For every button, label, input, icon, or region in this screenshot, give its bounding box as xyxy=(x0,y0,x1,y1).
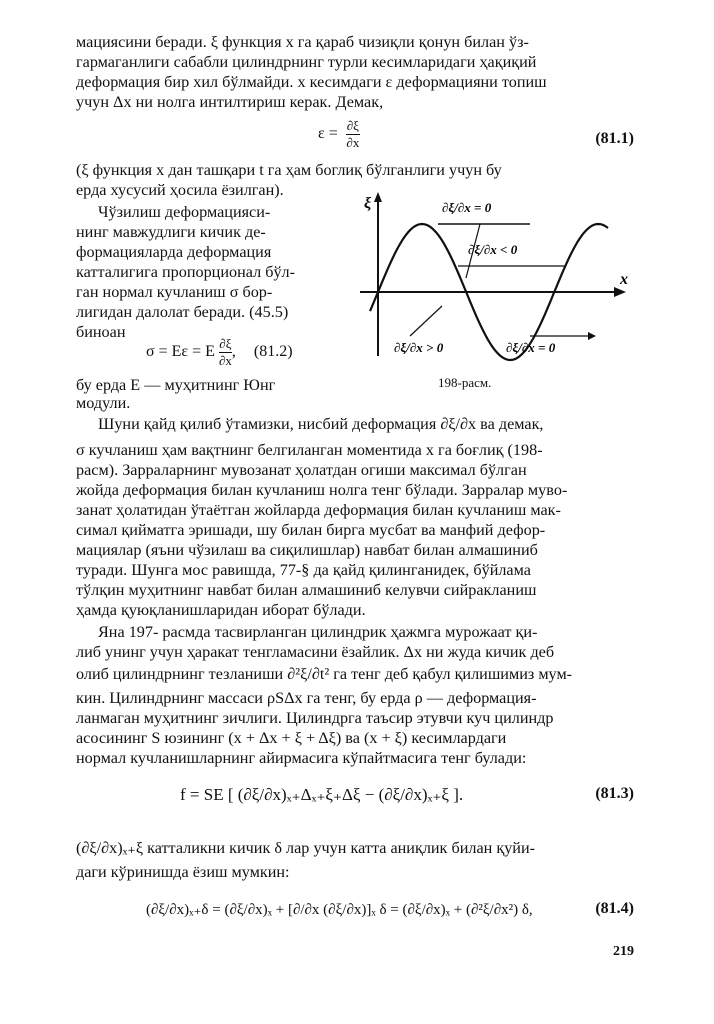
equation-81-2: σ = Eε = E $\frac{\partial\xi}{\partial x}$ , (81.2) xyxy=(146,336,293,368)
axis-y-label: ξ xyxy=(364,195,372,212)
label-top: ∂ξ/∂x = 0 xyxy=(442,200,492,215)
text-line: даги кўринишда ёзиш мумкин: xyxy=(76,863,290,881)
label-bottom-right: ∂ξ/∂x = 0 xyxy=(506,340,556,355)
text-line: бинoан xyxy=(76,323,126,341)
text-line: мациясини беради. ξ функция x га қараб чизиқли қонун билан ўз- xyxy=(76,33,529,51)
text-line: нормал кучланишларнинг айирмасига кўпайтмасига тенг булади: xyxy=(76,749,527,767)
text-line: деформация бир хил бўлмайди. x кесимдаги ε деформацияни топиш xyxy=(76,73,547,91)
equation-number: (81.4) xyxy=(595,900,634,917)
text-line: Чўзилиш деформацияси- xyxy=(98,203,271,221)
wave-figure xyxy=(350,186,640,371)
text-line: ҳамда қуюқланишларидан иборат бўлади. xyxy=(76,601,366,619)
leader-line xyxy=(410,306,442,336)
text-line: либ унинг учун ҳаракат тенгламасини ёзайлик. Δx ни жуда кичик деб xyxy=(76,643,555,661)
equation-number: (81.1) xyxy=(595,130,634,147)
text-line: ланмаган муҳитнинг зичлиги. Цилиндрга таъсир этувчи куч цилиндр xyxy=(76,709,554,727)
text-line: кин. Цилиндрнинг массаси ρSΔx га тенг, бу ерда ρ — деформация- xyxy=(76,689,537,707)
label-bottom-left: ∂ξ/∂x > 0 xyxy=(394,340,444,355)
text-line: ерда хусусий ҳосила ёзилган). xyxy=(76,181,284,199)
text-line: туради. Шунга мос равишда, 77-§ да қайд қилинганидек, бўйлама xyxy=(76,561,531,579)
axis-x-label: x xyxy=(620,271,628,288)
text-line: бу ерда E — муҳитнинг Юнг xyxy=(76,376,276,394)
text-line: тўлқин муҳитнинг навбат билан алмашиниб келувчи сийракланиш xyxy=(76,581,537,599)
text-line: ган нормал кучланиш σ бор- xyxy=(76,283,273,301)
text-line: расм). Зарраларнинг мувозанат ҳолатдан огиши максимал бўлган xyxy=(76,461,527,479)
text-line: олиб цилиндрнинг тезланиши ∂²ξ/∂t² га тенг деб қабул қилишимиз мум- xyxy=(76,665,573,683)
x-axis-arrow xyxy=(614,287,626,297)
text-line: жойда деформация билан кучланиш нолга тенг бўлади. Зарралар мувo- xyxy=(76,481,568,499)
text-line: занат ҳолатидан ўтаётган жойларда деформация билан кучланиш мак- xyxy=(76,501,561,519)
text-line: формацияларда деформация xyxy=(76,243,272,261)
equation-number: (81.3) xyxy=(595,785,634,802)
figure-caption: 198-расм. xyxy=(438,375,492,390)
text-line: (ξ функция x дан ташқари t га ҳам боглиқ бўлганлиги учун бу xyxy=(76,161,502,179)
text-line: (∂ξ/∂x)ₓ₊ξ катталикни кичик δ лар учун катта аниқлик билан қуйи- xyxy=(76,839,536,857)
text-line: катталигига пропорционал бўл- xyxy=(76,263,296,281)
text-line: модули. xyxy=(76,394,131,412)
equation-81-4: (∂ξ/∂x)ₓ₊δ = (∂ξ/∂x)ₓ + [∂/∂x (∂ξ/∂x)]ₓ δ = (∂ξ/∂x)ₓ + (∂²ξ/∂x²) δ, xyxy=(146,902,533,918)
text-line: σ кучланиш ҳам вақтнинг белгиланган моментида x га боғлиқ (198- xyxy=(76,441,543,459)
equation-81-3: f = SE [ (∂ξ/∂x)ₓ₊Δₓ₊ξ₊Δξ − (∂ξ/∂x)ₓ₊ξ ]. xyxy=(180,785,464,804)
text-line: гармаганлиги сабабли цилиндрнинг турли кесимларидаги ҳақиқий xyxy=(76,53,537,71)
arrow-head xyxy=(588,332,596,340)
text-line: мациялар (яъни чўзилаш ва сиқилишлар) навбат билан алмашиниб xyxy=(76,541,538,559)
text-line: учун Δx ни нолга интилтириш керак. Демак, xyxy=(76,93,384,111)
text-line: Шуни қайд қилиб ўтамизки, нисбий деформация ∂ξ/∂x ва демак, xyxy=(98,415,544,433)
text-line: Яна 197- расмда тасвирланган цилиндрик ҳажмга мурожаат қи- xyxy=(98,623,538,641)
text-line: асосининг S юзининг (x + Δx + ξ + Δξ) ва (x + ξ) кесимлардаги xyxy=(76,729,507,747)
text-line: лигидан далолат беради. (45.5) xyxy=(76,303,289,321)
text-line: симал қийматга эришади, шу билан бирга мусбат ва манфий дефор- xyxy=(76,521,546,539)
y-axis-arrow xyxy=(374,192,382,202)
text-line: нинг мавжудлиги кичик де- xyxy=(76,223,266,241)
equation-81-1: ε = $\frac{\partial\xi}{\partial x}$ xyxy=(318,118,360,150)
page-number: 219 xyxy=(613,944,634,959)
label-mid: ∂ξ/∂x < 0 xyxy=(468,242,518,257)
